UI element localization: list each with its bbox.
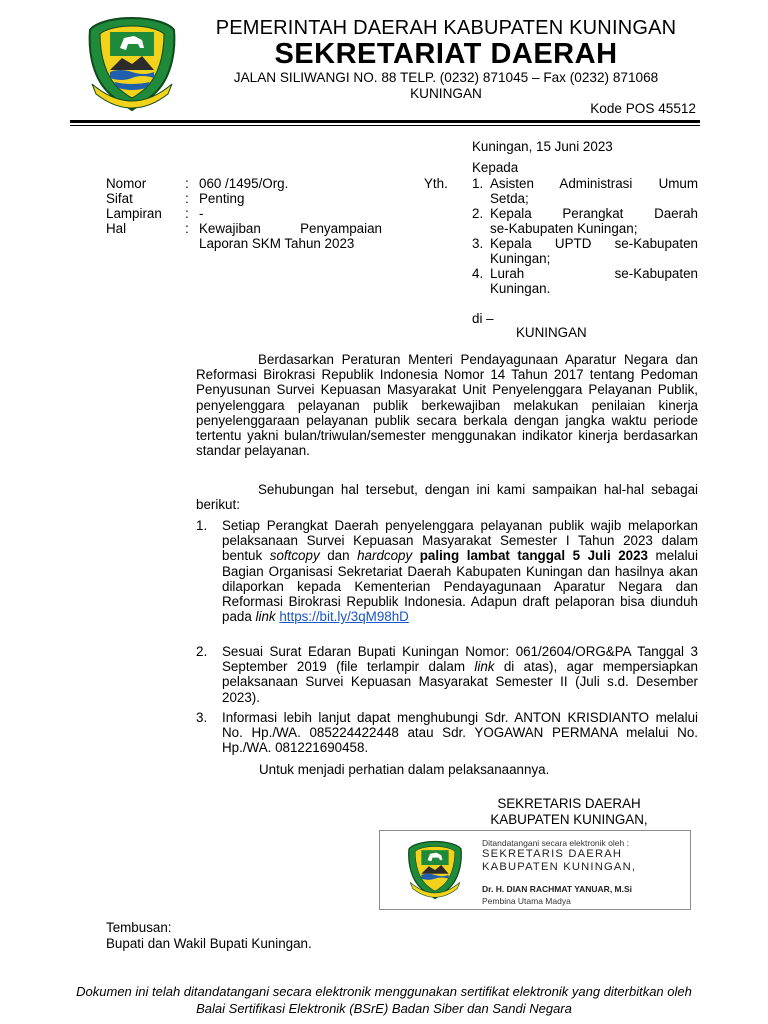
esign-title-2: KABUPATEN KUNINGAN, (482, 861, 637, 873)
esign-caption: Ditandatangani secara elektronik oleh : (482, 838, 629, 848)
recipient-line: Setda; (490, 191, 529, 206)
list-number: 2. (196, 644, 208, 659)
electronic-signature-box (379, 830, 691, 910)
footer-note-1: Dokumen ini telah ditandatangani secara elektronik menggunakan sertifikat elektronik yang diterbitkan oleh (76, 984, 692, 999)
esign-rank: Pembina Utama Madya (482, 896, 571, 906)
list-text: Setiap Perangkat Daerah penyelenggara pelayanan publik wajib melaporkan pelaksanaan Survei Kepuasan Masyarakat Semester I Tahun 2023 dalam bentuk (222, 518, 698, 564)
meta-nomor-value: 060 /1495/Org. (199, 176, 289, 191)
tembusan-label: Tembusan: (106, 920, 172, 935)
closing-sentence: Untuk menjadi perhatian dalam pelaksanaannya. (259, 762, 550, 777)
list-item-3 (196, 710, 698, 756)
list-text: Sesuai Surat Edaran Bupati Kuningan Nomor: 061/2604/ORG&PA Tanggal 3 September 2019 (file terlampir dalam (222, 644, 698, 675)
recipient-line: se-Kabupaten Kuningan; (490, 221, 638, 236)
recipient-place: KUNINGAN (516, 325, 587, 340)
recipient-item (472, 206, 698, 236)
list-hardcopy: hardcopy (357, 548, 413, 564)
recipient-item (472, 266, 698, 296)
esign-name: Dr. H. DIAN RACHMAT YANUAR, M.Si (482, 884, 633, 894)
recipient-line: Asisten Administrasi Umum (490, 176, 698, 191)
list-number: 1. (196, 518, 208, 533)
kuningan-emblem-icon (402, 839, 468, 901)
recipient-item (472, 236, 698, 266)
meta-lampiran-value: - (199, 206, 204, 221)
body-paragraph-2 (196, 482, 698, 512)
meta-colon: : (185, 221, 189, 236)
list-softcopy: softcopy (269, 548, 320, 564)
list-text: dan (319, 548, 358, 564)
body-paragraph-1-text: Berdasarkan Peraturan Menteri Pendayagunaan Aparatur Negara dan Reformasi Birokrasi Republik Indonesia Nomor 14 Tahun 2017 tentang Pedoman Penyusunan Survei Kepuasan Masyarakat Unit Penyelenggara Pelayanan Publik, penyelenggara pelayanan publik berkewajiban melakukan penilaian kinerja penyelenggaraan pelayanan publik secara berkala dengan jangka waktu periode tertentu yakni bulan/triwulan/semester menggunakan indikator kinerja berdasarkan standar pelayanan. (196, 352, 698, 459)
list-deadline: paling lambat tanggal 5 Juli 2023 (412, 548, 648, 564)
survey-draft-link[interactable]: https://bit.ly/3qM98hD (279, 609, 409, 625)
header-government-name: PEMERINTAH DAERAH KABUPATEN KUNINGAN (215, 17, 677, 39)
meta-hal-label: Hal (106, 221, 127, 236)
header-address: JALAN SILIWANGI NO. 88 TELP. (0232) 871045 – Fax (0232) 871068 (233, 70, 659, 85)
list-link-word: link (474, 659, 495, 675)
recipient-list (472, 176, 698, 296)
recipient-number: 1. (472, 176, 484, 191)
list-text: di atas), agar mempersiapkan pelaksanaan Survei Kepuasan Masyarakat Semester II (Juli s.d. Desember 2023). (222, 659, 699, 705)
recipient-number: 4. (472, 266, 484, 281)
meta-sifat-value: Penting (199, 191, 245, 206)
header-rule-thin (70, 125, 700, 126)
meta-colon: : (185, 191, 189, 206)
header-city: KUNINGAN (410, 86, 482, 101)
letter-date: Kuningan, 15 Juni 2023 (472, 139, 613, 154)
recipient-number: 2. (472, 206, 484, 221)
body-paragraph-2-text: Sehubungan hal tersebut, dengan ini kami sampaikan hal-hal sebagai berikut: (196, 482, 698, 513)
tembusan-item: Bupati dan Wakil Bupati Kuningan. (106, 936, 312, 951)
header-postal-code: Kode POS 45512 (590, 101, 696, 116)
footer-note-2: Balai Sertifikasi Elektronik (BSrE) Badan Siber dan Sandi Negara (196, 1001, 572, 1016)
list-item-1 (196, 518, 698, 624)
recipient-line: Kepala UPTD se-Kabupaten (490, 236, 698, 251)
recipient-line: Kuningan; (490, 251, 551, 266)
list-text: Informasi lebih lanjut dapat menghubungi Sdr. ANTON KRISDIANTO melalui No. Hp./WA. 085224422448 atau Sdr. YOGAWAN PERMANA melalui No. Hp./WA. 081221690458. (222, 710, 698, 756)
recipient-line: Kepala Perangkat Daerah (490, 206, 698, 221)
body-paragraph-1 (196, 352, 698, 458)
recipient-line: Kuningan. (490, 281, 551, 296)
list-link-word: link (255, 609, 276, 625)
recipient-kepada: Kepada (472, 160, 519, 175)
recipient-item (472, 176, 698, 206)
meta-colon: : (185, 176, 189, 191)
kuningan-emblem-icon (80, 14, 184, 114)
list-item-2 (196, 644, 698, 705)
signature-title-2: KABUPATEN KUNINGAN, (490, 812, 648, 827)
header-office-name: SEKRETARIAT DAERAH (274, 38, 618, 70)
meta-nomor-label: Nomor (106, 176, 147, 191)
header-rule-thick (70, 120, 700, 123)
esign-title-1: SEKRETARIS DAERAH (482, 848, 623, 860)
recipient-line: Lurah se-Kabupaten (490, 266, 698, 281)
recipient-number: 3. (472, 236, 484, 251)
recipient-di: di – (472, 311, 494, 326)
meta-hal-value-2: Laporan SKM Tahun 2023 (199, 236, 355, 251)
meta-lampiran-label: Lampiran (106, 206, 162, 221)
meta-sifat-label: Sifat (106, 191, 133, 206)
meta-colon: : (185, 206, 189, 221)
signature-title-1: SEKRETARIS DAERAH (497, 796, 641, 811)
list-number: 3. (196, 710, 208, 725)
recipient-yth: Yth. (424, 176, 448, 191)
meta-hal-value-1: Kewajiban Penyampaian (199, 221, 382, 236)
list-text: melalui Bagian Organisasi Sekretariat Daerah Kabupaten Kuningan dan hasilnya akan dilaporkan kepada Kementerian Pendayagunaan Aparatur Negara dan Reformasi Birokrasi Republik Indonesia. Adapun draft pelaporan bisa diunduh pada (222, 548, 698, 625)
